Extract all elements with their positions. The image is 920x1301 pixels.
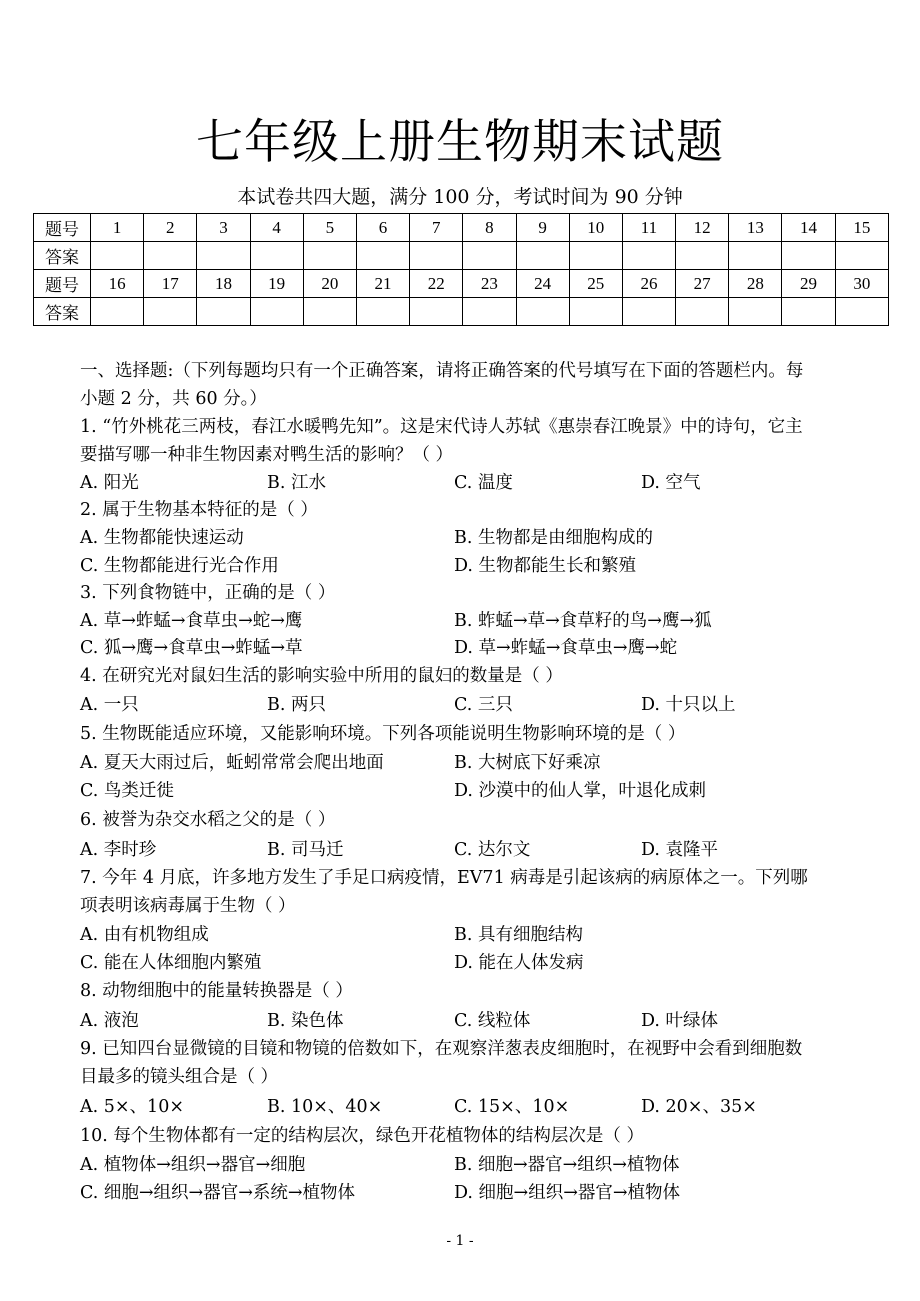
qnum-cell: 30 [835,270,888,298]
option-b[interactable]: B. 10×、40× [267,1097,383,1117]
question-number-row-2 [34,270,889,298]
option-c[interactable]: C. 线粒体 [454,1011,531,1031]
answer-cell[interactable] [91,242,144,270]
answer-cell[interactable] [835,242,888,270]
answer-cell[interactable] [622,242,675,270]
question-9-options [80,1093,900,1121]
answer-cell[interactable] [569,242,622,270]
option-c[interactable]: C. 能在人体细胞内繁殖 [80,953,262,973]
option-a[interactable]: A. 由有机物组成 [80,925,209,945]
qnum-cell: 9 [516,214,569,242]
option-a[interactable]: A. 阳光 [80,473,139,493]
question-2-options-row2 [80,552,900,580]
option-c[interactable]: C. 三只 [454,695,513,715]
answer-cell[interactable] [144,298,197,326]
answer-cell[interactable] [250,242,303,270]
qnum-cell: 15 [835,214,888,242]
question-8-stem: 8. 动物细胞中的能量转换器是（ ） [80,981,353,1001]
option-a[interactable]: A. 液泡 [80,1011,139,1031]
question-6-stem: 6. 被誉为杂交水稻之父的是（ ） [80,810,336,830]
question-number-row-1 [34,214,889,242]
qnum-cell: 25 [569,270,622,298]
option-d[interactable]: D. 袁隆平 [641,840,719,860]
question-5-stem: 5. 生物既能适应环境，又能影响环境。下列各项能说明生物影响环境的是（ ） [80,724,686,744]
qnum-cell: 26 [622,270,675,298]
exam-subtitle: 本试卷共四大题，满分 100 分，考试时间为 90 分钟 [237,186,683,208]
answer-row-2 [34,298,889,326]
option-c[interactable]: C. 狐→鹰→食草虫→蚱蜢→草 [80,638,303,658]
option-d[interactable]: D. 能在人体发病 [454,953,584,973]
answer-cell[interactable] [91,298,144,326]
answer-cell[interactable] [250,298,303,326]
question-3-options-row2 [80,634,900,662]
option-b[interactable]: B. 两只 [267,695,326,715]
answer-row-1 [34,242,889,270]
row-label: 题号 [34,214,91,242]
answer-cell[interactable] [197,298,250,326]
question-9-stem: 9. 已知四台显微镜的目镜和物镜的倍数如下，在观察洋葱表皮细胞时，在视野中会看到细胞数 目最多的镜头组合是（ ） [80,1039,803,1087]
option-b[interactable]: B. 生物都是由细胞构成的 [454,528,653,548]
answer-cell[interactable] [676,298,729,326]
option-b[interactable]: B. 染色体 [267,1011,344,1031]
qnum-cell: 3 [197,214,250,242]
answer-cell[interactable] [782,298,835,326]
qnum-cell: 7 [410,214,463,242]
page-title: 七年级上册生物期末试题 [196,115,724,170]
qnum-cell: 4 [250,214,303,242]
qnum-cell: 19 [250,270,303,298]
row-label: 答案 [34,298,91,326]
answer-cell[interactable] [569,298,622,326]
option-d[interactable]: D. 20×、35× [641,1097,757,1117]
answer-cell[interactable] [463,298,516,326]
option-c[interactable]: C. 鸟类迁徙 [80,781,174,801]
option-c[interactable]: C. 细胞→组织→器官→系统→植物体 [80,1183,356,1203]
question-4-stem: 4. 在研究光对鼠妇生活的影响实验中所用的鼠妇的数量是（ ） [80,666,563,686]
answer-cell[interactable] [356,298,409,326]
option-d[interactable]: D. 空气 [641,473,701,493]
qnum-cell: 29 [782,270,835,298]
qnum-cell: 6 [356,214,409,242]
answer-cell[interactable] [303,298,356,326]
answer-cell[interactable] [410,242,463,270]
answer-cell[interactable] [782,242,835,270]
section-heading: 一、选择题:（下列每题均只有一个正确答案，请将正确答案的代号填写在下面的答题栏内。每 小题 2 分，共 60 分。） [80,361,804,409]
qnum-cell: 1 [91,214,144,242]
qnum-cell: 11 [622,214,675,242]
answer-cell[interactable] [622,298,675,326]
answer-cell[interactable] [516,242,569,270]
answer-cell[interactable] [356,242,409,270]
option-b[interactable]: B. 司马迁 [267,840,344,860]
option-b[interactable]: B. 具有细胞结构 [454,925,583,945]
qnum-cell: 21 [356,270,409,298]
question-3-options [80,607,900,635]
row-label: 答案 [34,242,91,270]
qnum-cell: 18 [197,270,250,298]
answer-cell[interactable] [303,242,356,270]
page-number: - 1 - [446,1233,474,1249]
option-d[interactable]: D. 沙漠中的仙人掌，叶退化成刺 [454,781,707,801]
question-10-stem: 10. 每个生物体都有一定的结构层次，绿色开花植物体的结构层次是（ ） [80,1126,644,1146]
qnum-cell: 13 [729,214,782,242]
option-d[interactable]: D. 十只以上 [641,695,736,715]
question-1-stem: 1. “竹外桃花三两枝，春江水暖鸭先知”。这是宋代诗人苏轼《惠崇春江晚景》中的诗句，它主 要描写哪一种非生物因素对鸭生活的影响？（ ） [80,417,803,465]
qnum-cell: 17 [144,270,197,298]
option-c[interactable]: C. 15×、10× [454,1097,570,1117]
qnum-cell: 22 [410,270,463,298]
question-3-stem: 3. 下列食物链中，正确的是（ ） [80,583,336,603]
question-10-options-row2 [80,1179,900,1207]
option-a[interactable]: A. 李时珍 [80,840,157,860]
option-d[interactable]: D. 生物都能生长和繁殖 [454,556,637,576]
option-a[interactable]: A. 5×、10× [80,1097,184,1117]
option-d[interactable]: D. 细胞→组织→器官→植物体 [454,1183,681,1203]
question-2-stem: 2. 属于生物基本特征的是（ ） [80,500,318,520]
qnum-cell: 5 [303,214,356,242]
answer-cell[interactable] [835,298,888,326]
option-c[interactable]: C. 达尔文 [454,840,531,860]
answer-grid [33,213,889,326]
question-5-options-row2 [80,777,900,805]
option-b[interactable]: B. 大树底下好乘凉 [454,753,601,773]
option-a[interactable]: A. 草→蚱蜢→食草虫→蛇→鹰 [80,611,303,631]
answer-cell[interactable] [729,242,782,270]
answer-cell[interactable] [410,298,463,326]
question-7-options [80,921,900,949]
answer-cell[interactable] [729,298,782,326]
answer-cell[interactable] [516,298,569,326]
question-2-options [80,524,900,552]
question-1-options [80,469,900,497]
question-6-options [80,836,900,864]
qnum-cell: 10 [569,214,622,242]
qnum-cell: 16 [91,270,144,298]
answer-cell[interactable] [197,242,250,270]
option-c[interactable]: C. 温度 [454,473,513,493]
option-b[interactable]: B. 蚱蜢→草→食草籽的鸟→鹰→狐 [454,611,712,631]
option-b[interactable]: B. 细胞→器官→组织→植物体 [454,1155,680,1175]
question-4-options [80,691,900,719]
qnum-cell: 20 [303,270,356,298]
question-7-stem: 7. 今年 4 月底，许多地方发生了手足口病疫情，EV71 病毒是引起该病的病原体之一。下列哪 项表明该病毒属于生物（ ） [80,868,808,916]
answer-cell[interactable] [144,242,197,270]
option-b[interactable]: B. 江水 [267,473,326,493]
qnum-cell: 14 [782,214,835,242]
option-a[interactable]: A. 生物都能快速运动 [80,528,244,548]
answer-cell[interactable] [463,242,516,270]
qnum-cell: 2 [144,214,197,242]
option-a[interactable]: A. 植物体→组织→器官→细胞 [80,1155,306,1175]
answer-cell[interactable] [676,242,729,270]
option-d[interactable]: D. 草→蚱蜢→食草虫→鹰→蛇 [454,638,678,658]
qnum-cell: 12 [676,214,729,242]
qnum-cell: 28 [729,270,782,298]
option-d[interactable]: D. 叶绿体 [641,1011,719,1031]
qnum-cell: 24 [516,270,569,298]
question-8-options [80,1007,900,1035]
question-10-options [80,1151,900,1179]
option-a[interactable]: A. 一只 [80,695,139,715]
qnum-cell: 27 [676,270,729,298]
question-7-options-row2 [80,949,900,977]
qnum-cell: 8 [463,214,516,242]
option-c[interactable]: C. 生物都能进行光合作用 [80,556,279,576]
qnum-cell: 23 [463,270,516,298]
row-label: 题号 [34,270,91,298]
question-5-options [80,749,900,777]
option-a[interactable]: A. 夏天大雨过后，蚯蚓常常会爬出地面 [80,753,384,773]
